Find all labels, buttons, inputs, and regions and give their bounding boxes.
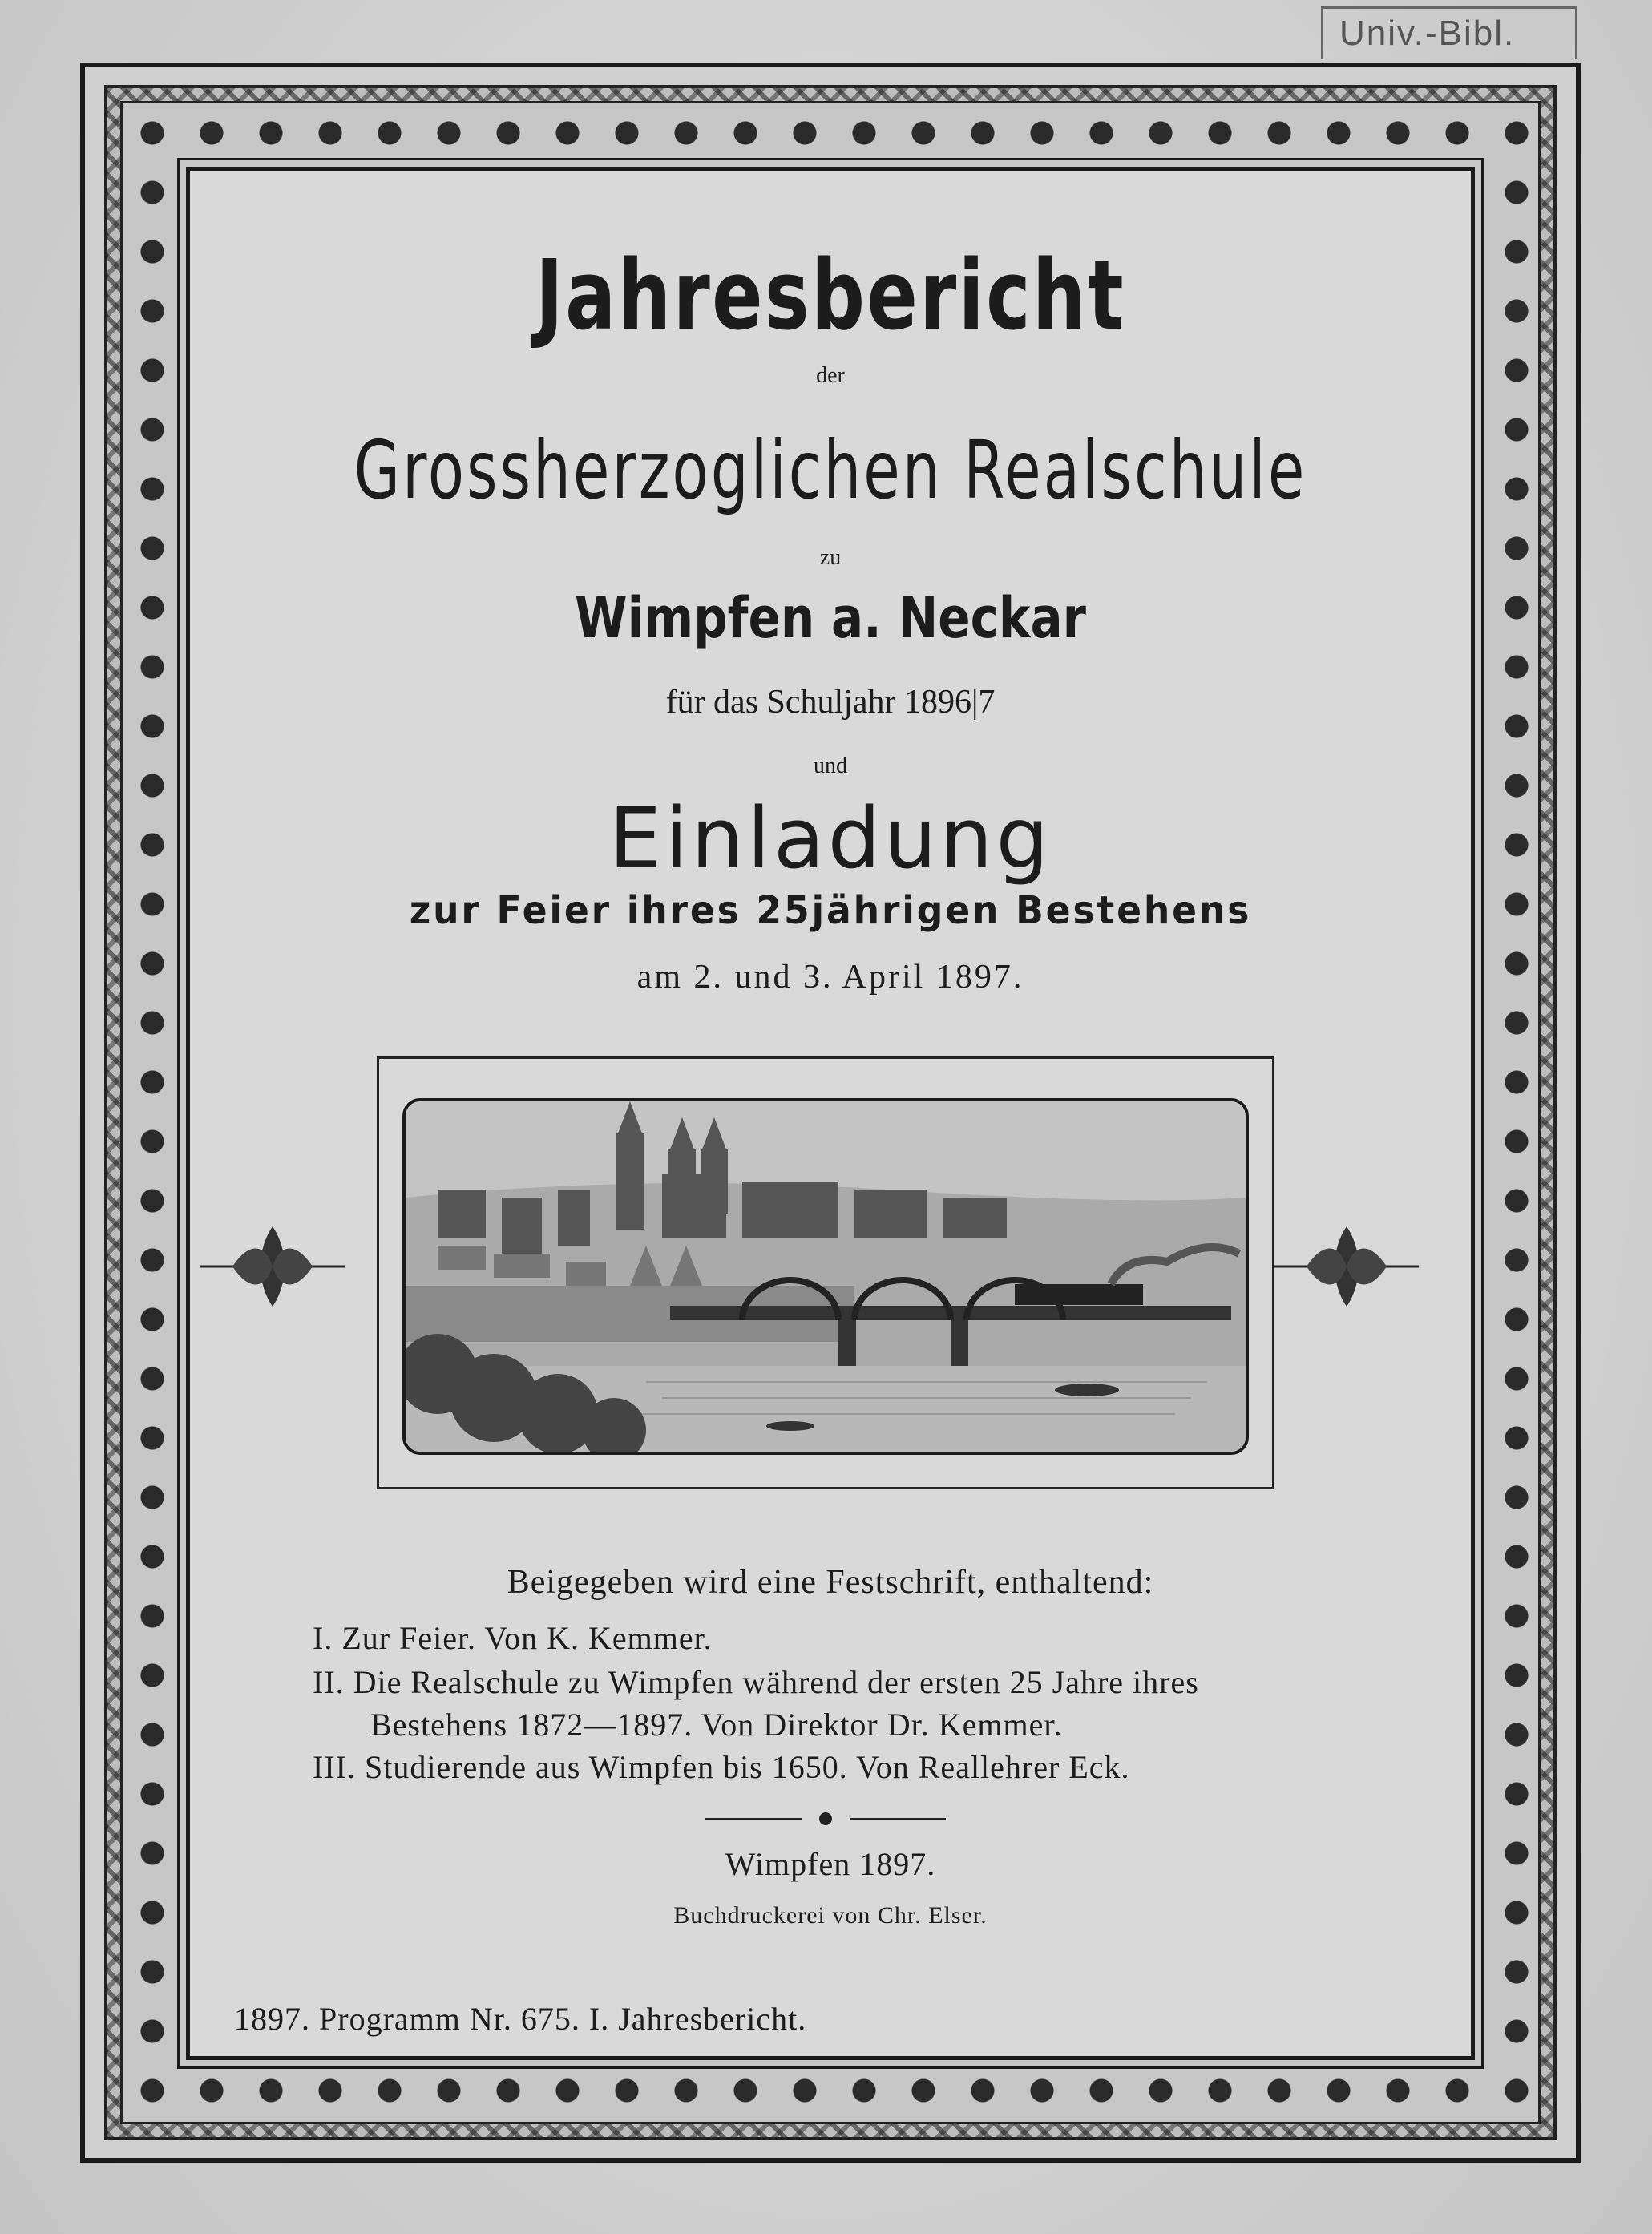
school-location: Wimpfen a. Neckar [575,585,1086,651]
festschrift-item: II. Die Realschule zu Wimpfen während der ersten 25 Jahre ihres [313,1664,1199,1700]
festschrift-item: III. Studierende aus Wimpfen bis 1650. Von Reallehrer Eck. [313,1749,1130,1785]
school-name: Grossherzoglichen Realschule [353,423,1307,517]
article-der: der [816,363,845,388]
section-divider [705,1807,946,1831]
page-title: Jahresbericht [535,240,1125,352]
publication-place: Wimpfen 1897. [725,1846,936,1882]
celebration-dates: am 2. und 3. April 1897. [636,959,1024,996]
town-engraving [402,1098,1249,1455]
conjunction-und: und [814,753,847,778]
printer-line: Buchdruckerei von Chr. Elser. [673,1902,988,1929]
school-year: für das Schuljahr 1896|7 [665,684,996,721]
library-stamp: Univ.-Bibl. [1321,6,1577,59]
program-line: 1897. Programm Nr. 675. I. Jahresbericht. [234,2001,807,2037]
right-ornament-icon [1274,1218,1419,1315]
left-ornament-icon [200,1218,345,1315]
town-view-illustration [406,1101,1246,1452]
celebration-line: zur Feier ihres 25jährigen Bestehens [409,888,1252,933]
preposition-zu: zu [819,545,842,570]
festschrift-intro: Beigegeben wird eine Festschrift, enthaltend: [507,1564,1154,1601]
festschrift-item: I. Zur Feier. Von K. Kemmer. [313,1620,713,1656]
festschrift-item: Bestehens 1872—1897. Von Direktor Dr. Kemmer. [370,1707,1063,1743]
invitation-heading: Einladung [608,790,1052,887]
